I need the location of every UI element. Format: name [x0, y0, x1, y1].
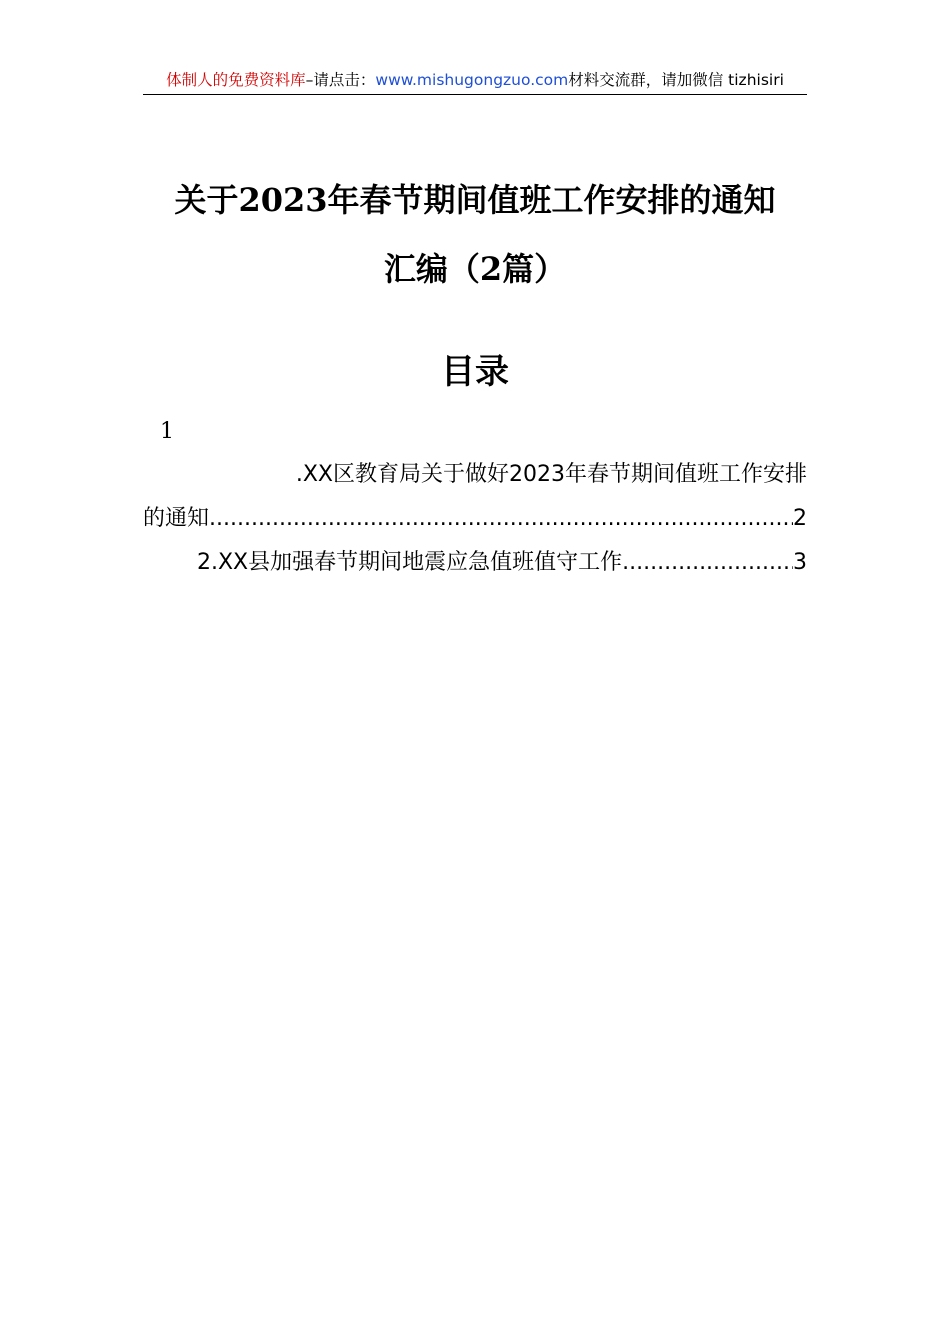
page-header: [143, 68, 807, 95]
header-site-name: 体制人的免费资料库: [166, 71, 306, 89]
header-url-link[interactable]: www.mishugongzuo.com: [375, 71, 569, 89]
toc-item1-leader-dots: [209, 503, 793, 535]
header-tail-text: 材料交流群，请加微信 tizhisiri: [568, 71, 784, 89]
toc-item2[interactable]: [143, 547, 807, 579]
toc-item2-page: 3: [793, 550, 807, 575]
toc-item2-leader-dots: [622, 547, 793, 579]
toc-heading: 目录: [441, 352, 509, 392]
toc-item1-title-part1: .XX区教育局关于做好2023年春节期间值班工作安排: [295, 462, 807, 487]
toc-item1-line1[interactable]: [143, 459, 807, 491]
toc-item1-title-part2: 的通知: [143, 506, 210, 531]
header-click-text: –请点击：: [305, 71, 376, 89]
toc-item1-line2[interactable]: [143, 503, 807, 535]
toc-item1-page: 2: [793, 506, 807, 531]
document-title-line1: 关于2023年春节期间值班工作安排的通知: [174, 181, 776, 219]
toc-item2-title: 2.XX县加强春节期间地震应急值班值守工作: [197, 550, 623, 575]
toc-item1-number: 1: [160, 419, 174, 444]
document-title-line2: 汇编（2篇）: [383, 250, 567, 288]
